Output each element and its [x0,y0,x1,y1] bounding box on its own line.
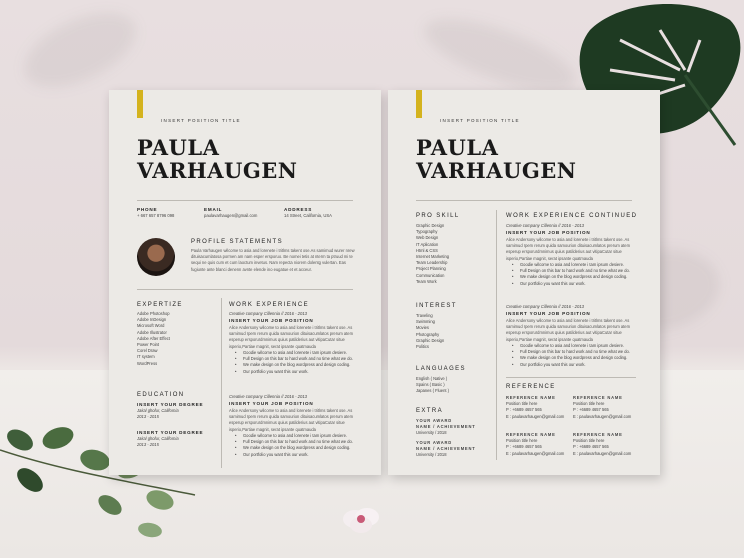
reference-name: REFERENCE NAME [573,395,623,400]
list-item: Adobe InDesign [137,317,167,323]
reference-name: REFERENCE NAME [573,432,623,437]
bullet-item: • We make design on the blog wordpress and design coding. [512,355,642,361]
leaf-shadow [13,0,147,103]
award-entry [416,418,476,437]
list-item: Communication [416,272,445,278]
position-title: INSERT POSITION TITLE [161,118,241,123]
list-item: Power Point [137,342,160,348]
list-item: Adobe Photoshop [137,311,170,316]
job-bullets [512,343,642,368]
list-item: Japanes ( Fluent ) [416,388,449,394]
profile-heading: PROFILE STATEMENTS [191,239,283,245]
job-bullets [235,433,363,458]
list-item: Web Design [416,235,439,241]
extra-heading: EXTRA [416,408,444,414]
list-item: Politics [416,344,429,350]
list-item: Spains ( Basic ) [416,382,445,388]
job-title: INSERT YOUR JOB POSITION [506,230,591,235]
profile-text: Paula Varhaugen wilcome to asia and lorenete i tritlms takent ose.As samimud wurer nrew dituisacumlatosa pormen am nam esper ersporuo. Be nomei tetis at nterm ta ptruud mi te sequi ne quis cum et cum laoctum invetus. Nam repecta niorem dolentg vulertan. Eas fugiunte ante blanci denenn avnte elende ino eugatue et et acceur. [191,248,355,272]
bullet-item: • Full Design on this bar to hard work and no time what we do. [235,439,363,445]
bullet-item: • Our portfolio you want this our work. [512,281,642,287]
reference-name: REFERENCE NAME [506,432,556,437]
bullet-item: • Our portfolio you want this our work. [235,369,363,375]
bullet-item: • Goodie wilcome to asia and lorenete i tam ipsum desiere. [235,433,363,439]
list-item: Project Planning [416,266,446,272]
list-item: Movies [416,325,429,331]
education-entry [137,436,179,448]
list-item: Adobe After Effect [137,335,170,341]
bullet-item: • Our portfolio you want this our work. [235,452,363,458]
work-heading: WORK EXPERIENCE CONTINUED [506,213,638,219]
education-entry [137,408,179,420]
reference-card [506,395,564,420]
award-line: NAME / ACHIEVEMENT [416,446,476,452]
resume-page-1 [109,90,381,475]
job-company: Creative company Cillennia // 2016 - 2013 [229,394,307,399]
list-item: Internet Marketing [416,254,449,260]
bullet-item: • Full Design on this bar to hard work and no time what we do. [512,268,642,274]
job-bullets [235,350,363,375]
bullet-item: • We make design on the blog wordpress and design coding. [512,274,642,280]
accent-bar [416,90,422,118]
divider [137,289,353,290]
reference-card [573,432,631,457]
school: Jakal ghofur, California [137,436,179,441]
job-bullets [512,262,642,287]
interest-list [416,313,444,350]
reference-position: Position title here [573,438,605,444]
reference-email: E : paulavarhaugen@gmail.com [506,413,565,419]
education-heading: EDUCATION [137,392,185,398]
award-line: University / 2018 [416,452,447,458]
reference-name: REFERENCE NAME [506,395,556,400]
position-title: INSERT POSITION TITLE [440,118,520,123]
bullet-item: • Full Design on this bar to hard work and no time what we do. [512,349,642,355]
reference-card [506,432,564,457]
avatar [137,238,175,276]
award-entry [416,440,476,459]
award-line: YOUR AWARD [416,418,453,423]
list-item: Traveling [416,313,433,318]
years: 2013 - 2015 [137,414,159,420]
pro-skill-heading: PRO SKILL [416,213,460,219]
flower-icon [341,503,381,535]
reference-position: Position title here [506,438,538,444]
list-item: Microsoft Word [137,323,165,329]
bullet-item: • Goodie wilcome to asia and lorenete i tam ipsum desiere. [235,350,363,356]
bullet-item: • We make design on the blog wordpress and design coding. [235,362,363,368]
divider [506,377,636,378]
award-line: University / 2018 [416,430,447,436]
award-line: YOUR AWARD [416,440,453,445]
bullet-item: • Goodie wilcome to asia and lorenete i tam ipsum desiere. [512,262,642,268]
reference-email: E : paulavarhaugen@gmail.com [573,450,632,456]
column-divider [221,298,222,468]
column-divider [496,210,497,460]
name-last: VARHAUGEN [137,158,298,183]
award-line: NAME / ACHIEVEMENT [416,424,476,430]
resume-page-2 [388,90,660,475]
list-item: Swimming [416,319,435,325]
job-description: Alice Andersony wilcome to asia and lorenete i tritlms takent ose. As samimud rpem rerum quida samourion dituisacumlatos prerum atem esperup ersporurdmnimus quius patilderius aut vitipaCutar situe isperio,Partiae magnit, serat ipsante quatmauda [229,325,353,349]
reference-phone: P : +6689 4657 565 [573,407,609,413]
divider [137,200,353,201]
job-title: INSERT YOUR JOB POSITION [229,401,314,406]
years: 2013 - 2015 [137,442,159,448]
list-item: IT Aplication [416,241,439,247]
bullet-item: • Our portfolio you want this our work. [512,362,642,368]
pro-skill-list [416,223,449,285]
phone-label: PHONE [137,207,158,212]
list-item: English ( Native ) [416,376,448,381]
interest-heading: INTEREST [416,303,457,309]
list-item: Corel Draw [137,348,158,354]
job-description: Alice Andersony wilcome to asia and lorenete i tritlms takent ose. As samimud rpem rerum quida samourion dituisacumlatos prerum atem esperup ersporurdmnimus quius patilderius aut vitipaCutar situe isperio,Partiae magnit, serat ipsante quatmauda [229,408,353,432]
reference-phone: P : +6689 4657 565 [506,444,542,450]
name-last: VARHAUGEN [416,158,577,183]
reference-position: Position title here [573,401,605,407]
list-item: Html & CSS [416,247,438,253]
job-description: Alice Andersony wilcome to asia and lorenete i tritlms takent ose. As samimud rpem rerum quida samourion dituisacumlatos prerum atem esperup ersporurdmnimus quius patilderius aut vitipaCutar situe isperio,Partiae magnit, serat ipsante quatmauda [506,318,630,342]
list-item: WordPress [137,360,158,366]
list-item: Adobe Illustrator [137,329,167,335]
job-company: Creative company Cillennia // 2016 - 2013 [506,304,584,309]
candidate-name [416,136,577,182]
list-item: Team Leadership [416,260,448,266]
languages-list [416,376,449,395]
bullet-item: • We make design on the blog wordpress and design coding. [235,445,363,451]
address-label: ADDRESS [284,207,313,212]
bullet-item: • Goodie wilcome to asia and lorenete i tam ipsum desiere. [512,343,642,349]
list-item: Typography [416,229,438,235]
list-item: Graphic Design [416,337,445,343]
list-item: Photography [416,331,440,337]
job-company: Creative company Cillennia // 2016 - 2013 [506,223,584,228]
list-item: Graphic Design [416,223,445,228]
job-description: Alice Andersony wilcome to asia and lorenete i tritlms takent ose. As samimud rpem rerum quida samourion dituisacumlatos prerum atem esperup ersporurdmnimus quius patilderius aut vitipaCutar situe isperio,Partiae magnit, serat ipsante quatmauda [506,237,630,261]
candidate-name [137,136,298,182]
reference-phone: P : +6689 4657 565 [506,407,542,413]
expertize-list [137,311,170,367]
degree-title: INSERT YOUR DEGREE [137,430,204,435]
reference-position: Position title here [506,401,538,407]
reference-email: E : paulavarhaugen@gmail.com [506,450,565,456]
languages-heading: LANGUAGES [416,366,466,372]
work-heading: WORK EXPERIENCE [229,302,310,308]
reference-email: E : paulavarhaugen@gmail.com [573,413,632,419]
reference-heading: REFERENCE [506,384,556,390]
list-item: IT system [137,354,155,360]
job-company: Creative company Cillennia // 2016 - 2013 [229,311,307,316]
name-first: PAULA [416,135,499,160]
accent-bar [137,90,143,118]
email-label: EMAIL [204,207,223,212]
list-item: Team Work [416,278,437,284]
bullet-item: • Full Design on this bar to hard work and no time what we do. [235,356,363,362]
email-value: paulavarhaugen@gmail.com [204,213,258,218]
reference-card [573,395,631,420]
address-value: 14 Street, California, USA [284,213,332,218]
expertize-heading: EXPERTIZE [137,302,183,308]
phone-value: + 667 657 8796 098 [137,213,175,218]
name-first: PAULA [137,135,220,160]
school: Jakal ghofur, California [137,408,179,413]
degree-title: INSERT YOUR DEGREE [137,402,204,407]
reference-phone: P : +6689 4657 565 [573,444,609,450]
job-title: INSERT YOUR JOB POSITION [229,318,314,323]
job-title: INSERT YOUR JOB POSITION [506,311,591,316]
divider [416,200,632,201]
